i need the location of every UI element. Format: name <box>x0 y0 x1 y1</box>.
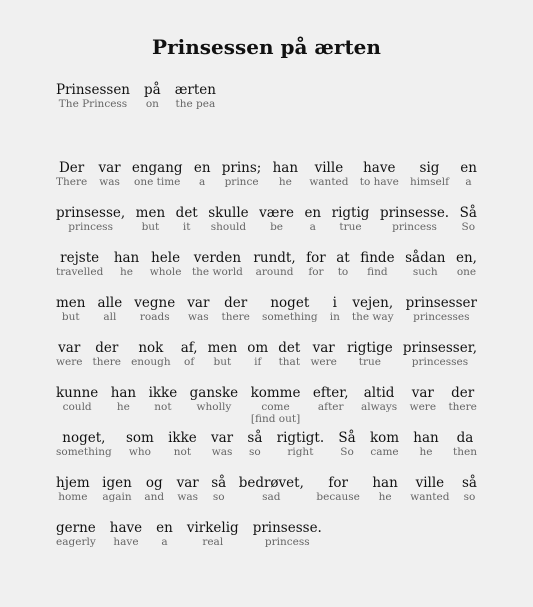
english-gloss: right <box>287 446 314 458</box>
danish-word: hele <box>151 250 181 266</box>
word-pair <box>347 340 393 368</box>
word-pair <box>175 82 216 110</box>
danish-word: Så <box>459 205 477 221</box>
english-gloss: wanted <box>410 491 450 503</box>
english-gloss: he <box>419 446 433 458</box>
english-gloss: not <box>154 401 172 413</box>
danish-word: en, <box>455 250 477 266</box>
danish-word: for <box>306 250 326 266</box>
word-pair <box>56 295 86 323</box>
word-pair <box>405 250 445 278</box>
english-gloss: so <box>463 491 476 503</box>
word-pair <box>149 385 178 413</box>
text-line <box>56 205 477 250</box>
word-pair <box>93 340 121 368</box>
danish-word: så <box>211 475 227 491</box>
story-text <box>56 160 477 565</box>
word-pair <box>56 520 96 548</box>
english-gloss: not <box>173 446 192 458</box>
word-pair <box>460 205 477 233</box>
danish-word: rejste <box>60 250 100 266</box>
danish-word: at <box>336 250 350 266</box>
danish-word: da <box>456 430 474 446</box>
word-pair <box>136 205 166 233</box>
english-gloss: whole <box>149 266 182 278</box>
danish-word: virkelig <box>186 520 239 536</box>
danish-word: prinsesse. <box>252 520 322 536</box>
word-pair <box>410 475 449 503</box>
english-gloss: the pea <box>175 98 216 110</box>
word-pair <box>222 160 262 188</box>
danish-word: skulle <box>208 205 249 221</box>
danish-word: en <box>193 160 211 176</box>
word-pair <box>56 340 82 368</box>
danish-word: hjem <box>56 475 90 491</box>
danish-word: var <box>312 340 335 356</box>
word-pair <box>330 295 340 323</box>
danish-word: der <box>451 385 475 401</box>
english-gloss: princess <box>392 221 437 233</box>
english-gloss: he <box>116 401 130 413</box>
english-gloss: and <box>144 491 165 503</box>
english-gloss: he <box>120 266 134 278</box>
word-pair <box>56 385 98 413</box>
word-pair <box>316 475 359 503</box>
danish-word: på <box>144 82 161 98</box>
danish-word: Prinsessen <box>56 82 131 98</box>
word-pair <box>187 295 209 323</box>
danish-word: han <box>110 385 137 401</box>
word-pair <box>176 205 198 233</box>
word-pair <box>181 340 198 368</box>
english-gloss: but <box>61 311 80 323</box>
english-gloss: for <box>308 266 324 278</box>
word-pair <box>187 520 239 548</box>
word-pair <box>309 160 348 188</box>
text-line <box>56 385 477 430</box>
danish-word: finde <box>360 250 395 266</box>
word-pair <box>194 160 211 188</box>
english-gloss: there <box>221 311 250 323</box>
english-gloss: there <box>448 401 477 413</box>
word-pair <box>336 250 349 278</box>
word-pair <box>211 430 233 458</box>
danish-word: ganske <box>189 385 239 401</box>
word-pair <box>361 385 397 413</box>
word-pair <box>98 295 123 323</box>
danish-word: vejen, <box>352 295 394 311</box>
word-pair <box>114 250 139 278</box>
word-pair <box>313 385 349 413</box>
word-pair <box>126 430 154 458</box>
danish-word: for <box>328 475 348 491</box>
danish-word: men <box>56 295 86 311</box>
danish-word: altid <box>363 385 395 401</box>
danish-word: men <box>135 205 166 221</box>
danish-word: i <box>332 295 337 311</box>
danish-word: det <box>278 340 301 356</box>
english-gloss: so <box>212 491 225 503</box>
word-pair <box>177 475 199 503</box>
word-pair <box>56 160 87 188</box>
word-pair <box>134 295 175 323</box>
word-pair <box>456 250 477 278</box>
word-pair <box>211 475 226 503</box>
word-pair <box>168 430 197 458</box>
english-gloss: was <box>99 176 120 188</box>
story-heading-line <box>56 82 477 127</box>
word-pair <box>310 340 336 368</box>
english-gloss: were <box>56 356 83 368</box>
english-gloss: something <box>56 446 112 458</box>
english-gloss: one time <box>134 176 181 188</box>
danish-word: rigtige <box>346 340 393 356</box>
danish-word: en <box>304 205 322 221</box>
danish-word: som <box>125 430 154 446</box>
english-gloss: around <box>255 266 294 278</box>
english-gloss: after <box>317 401 344 413</box>
english-gloss: find <box>367 266 388 278</box>
word-pair <box>410 385 436 413</box>
english-gloss: have <box>113 536 139 548</box>
word-pair <box>110 520 142 548</box>
page-title: Prinsessen på ærten <box>152 35 381 59</box>
english-gloss: a <box>199 176 206 188</box>
text-line <box>56 295 477 340</box>
danish-word: en <box>156 520 173 536</box>
danish-word: efter, <box>312 385 349 401</box>
word-pair <box>190 385 238 413</box>
danish-word: prinsesser, <box>402 340 477 356</box>
word-pair <box>132 160 183 188</box>
danish-word: prinsesser <box>405 295 477 311</box>
english-gloss: himself <box>410 176 449 188</box>
text-line <box>56 475 477 520</box>
english-gloss: of <box>184 356 195 368</box>
english-gloss: there <box>92 356 121 368</box>
word-pair <box>410 160 449 188</box>
word-pair <box>144 475 164 503</box>
word-pair <box>372 475 397 503</box>
word-pair <box>251 385 301 425</box>
word-pair <box>460 160 477 188</box>
word-pair <box>111 385 136 413</box>
danish-word: prinsesse, <box>56 205 126 221</box>
word-pair <box>253 250 295 278</box>
word-pair <box>306 250 326 278</box>
english-gloss: but <box>213 356 232 368</box>
english-gloss: that <box>278 356 301 368</box>
word-pair <box>360 250 394 278</box>
english-gloss: on <box>145 98 159 110</box>
word-pair <box>380 205 449 233</box>
word-pair <box>352 295 394 323</box>
english-gloss: princesses <box>413 311 470 323</box>
danish-word: ærten <box>174 82 216 98</box>
english-gloss: should <box>210 221 247 233</box>
english-gloss: a <box>309 221 316 233</box>
danish-word: noget, <box>62 430 106 446</box>
word-pair <box>370 430 399 458</box>
english-gloss: true <box>339 221 362 233</box>
word-pair <box>273 160 298 188</box>
word-pair <box>131 340 171 368</box>
danish-word: nok <box>138 340 164 356</box>
danish-word: var <box>98 160 121 176</box>
text-line <box>56 160 477 205</box>
english-gloss: came <box>370 446 399 458</box>
word-pair <box>239 475 304 503</box>
word-pair <box>221 295 249 323</box>
english-gloss: There <box>56 176 88 188</box>
word-pair <box>98 160 120 188</box>
english-gloss: sad <box>262 491 281 503</box>
word-pair <box>144 82 161 110</box>
english-gloss: something <box>261 311 318 323</box>
danish-word: sig <box>419 160 440 176</box>
danish-word: gerne <box>56 520 96 536</box>
english-gloss: princess <box>68 221 113 233</box>
danish-word: af, <box>180 340 198 356</box>
word-pair <box>262 295 318 323</box>
english-gloss: prince <box>224 176 259 188</box>
english-gloss: always <box>360 401 398 413</box>
danish-word: der <box>95 340 119 356</box>
english-gloss: so <box>249 446 261 458</box>
danish-word: rigtig <box>331 205 370 221</box>
word-pair <box>102 475 132 503</box>
danish-word: have <box>363 160 396 176</box>
text-line <box>56 520 477 565</box>
danish-word: var <box>176 475 199 491</box>
english-gloss: real <box>202 536 224 548</box>
english-gloss: such <box>412 266 438 278</box>
text-line <box>56 430 477 475</box>
word-pair <box>448 385 476 413</box>
english-gloss: he <box>278 176 292 188</box>
word-pair <box>253 520 322 548</box>
english-gloss: he <box>378 491 392 503</box>
danish-word: han <box>113 250 140 266</box>
danish-word: prinsesse. <box>379 205 450 221</box>
word-pair <box>208 340 238 368</box>
danish-word: komme <box>250 385 301 401</box>
danish-word: have <box>109 520 143 536</box>
danish-word: kunne <box>56 385 99 401</box>
english-gloss: a <box>161 536 168 548</box>
word-pair <box>208 205 248 233</box>
danish-word: og <box>145 475 163 491</box>
word-pair <box>259 205 294 233</box>
english-gloss: all <box>103 311 117 323</box>
danish-word: var <box>211 430 234 446</box>
text-line <box>56 250 477 295</box>
danish-word: rundt, <box>253 250 296 266</box>
english-gloss: princess <box>264 536 310 548</box>
word-pair <box>277 430 325 458</box>
danish-word: bedrøvet, <box>238 475 304 491</box>
danish-word: verden <box>193 250 242 266</box>
danish-word: var <box>58 340 81 356</box>
word-pair <box>403 340 477 368</box>
word-pair <box>453 430 477 458</box>
word-pair <box>56 82 130 110</box>
danish-word: igen <box>102 475 132 491</box>
danish-word: en <box>460 160 477 176</box>
english-gloss: The Princess <box>58 98 128 110</box>
english-gloss: travelled <box>56 266 104 278</box>
danish-word: så <box>247 430 263 446</box>
english-gloss: were <box>409 401 437 413</box>
danish-word: om <box>247 340 269 356</box>
english-gloss: it <box>182 221 191 233</box>
english-gloss: in <box>329 311 340 323</box>
word-pair <box>413 430 438 458</box>
english-gloss: to <box>337 266 349 278</box>
danish-word: Der <box>58 160 85 176</box>
english-gloss: enough <box>131 356 171 368</box>
word-pair <box>406 295 477 323</box>
english-gloss: So <box>340 446 354 458</box>
english-gloss: but <box>141 221 160 233</box>
english-gloss: true <box>358 356 381 368</box>
english-gloss: to have <box>359 176 399 188</box>
english-gloss: was <box>211 446 233 458</box>
english-gloss: then <box>453 446 477 458</box>
english-gloss: home <box>58 491 88 503</box>
danish-word: Så <box>338 430 356 446</box>
english-gloss: was <box>177 491 198 503</box>
danish-word: vegne <box>134 295 176 311</box>
danish-word: var <box>187 295 210 311</box>
danish-word: men <box>207 340 238 356</box>
danish-word: ville <box>415 475 445 491</box>
danish-word: så <box>461 475 477 491</box>
danish-word: ikke <box>168 430 197 446</box>
english-gloss: one <box>456 266 477 278</box>
english-gloss: a <box>465 176 472 188</box>
word-pair <box>56 430 112 458</box>
english-gloss: be <box>270 221 284 233</box>
text-line <box>56 340 477 385</box>
word-pair <box>150 250 182 278</box>
word-pair <box>247 430 262 458</box>
english-gloss: if <box>254 356 262 368</box>
danish-word: rigtigt. <box>276 430 325 446</box>
english-gloss: was <box>188 311 209 323</box>
danish-word: der <box>224 295 248 311</box>
word-pair <box>247 340 268 368</box>
english-gloss: again <box>102 491 132 503</box>
word-pair <box>278 340 300 368</box>
word-pair <box>56 475 90 503</box>
danish-word: kom <box>369 430 400 446</box>
danish-word: prins; <box>221 160 262 176</box>
danish-word: engang <box>131 160 183 176</box>
english-gloss: were <box>310 356 337 368</box>
word-pair <box>304 205 321 233</box>
danish-word: ikke <box>148 385 178 401</box>
english-gloss: So <box>461 221 476 233</box>
danish-word: han <box>413 430 439 446</box>
english-gloss: could <box>62 401 92 413</box>
word-pair <box>338 430 355 458</box>
danish-word: noget <box>270 295 310 311</box>
word-pair <box>332 205 370 233</box>
word-pair <box>156 520 173 548</box>
danish-word: han <box>272 160 299 176</box>
word-pair <box>56 205 125 233</box>
english-gloss: the world <box>191 266 243 278</box>
word-pair <box>56 250 103 278</box>
english-gloss: come <box>261 401 290 413</box>
english-gloss: the way <box>351 311 394 323</box>
english-gloss: roads <box>139 311 170 323</box>
english-gloss: wanted <box>309 176 349 188</box>
word-pair <box>360 160 399 188</box>
english-gloss: because <box>316 491 360 503</box>
english-gloss: wholly <box>196 401 232 413</box>
danish-word: det <box>175 205 198 221</box>
word-pair <box>192 250 243 278</box>
danish-word: alle <box>97 295 123 311</box>
gloss-note: [find out] <box>250 413 301 425</box>
english-gloss: eagerly <box>56 536 96 548</box>
danish-word: ville <box>314 160 344 176</box>
danish-word: var <box>411 385 434 401</box>
word-pair <box>462 475 477 503</box>
danish-word: han <box>372 475 398 491</box>
english-gloss: princesses <box>411 356 469 368</box>
danish-word: være <box>259 205 294 221</box>
danish-word: sådan <box>405 250 446 266</box>
english-gloss: who <box>128 446 151 458</box>
